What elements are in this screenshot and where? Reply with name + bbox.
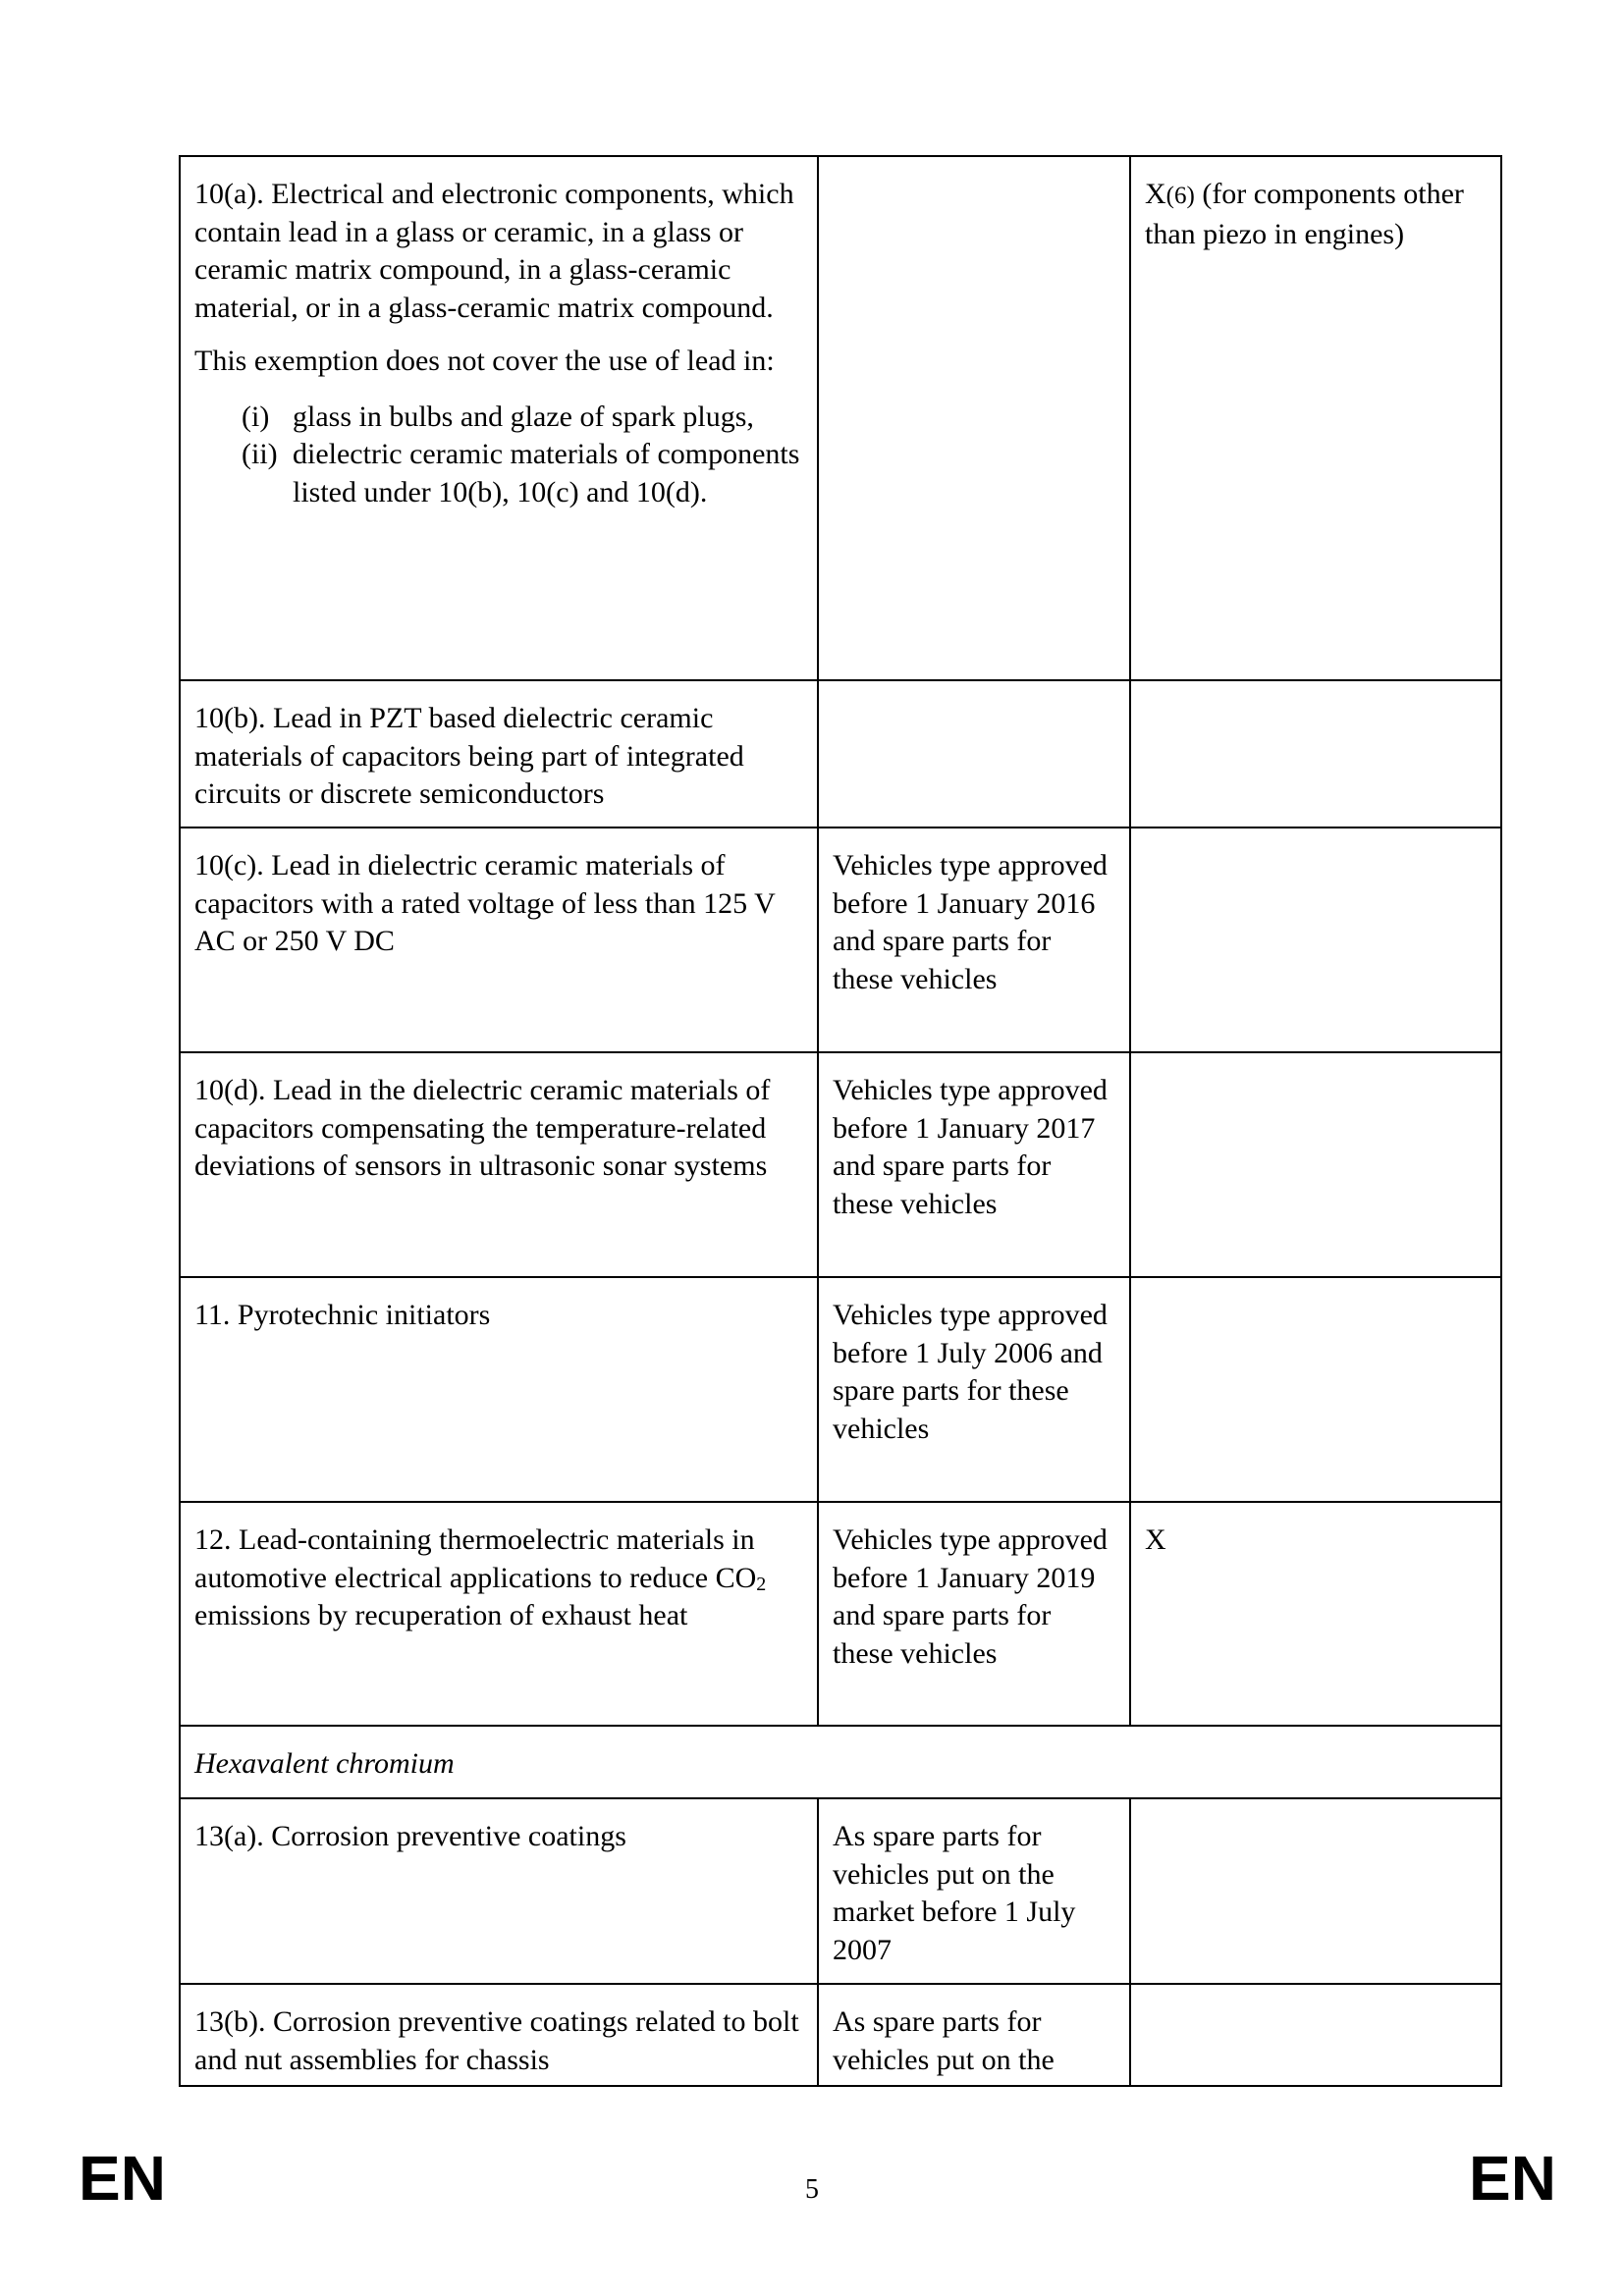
label-cell — [1130, 1052, 1501, 1277]
list-item-number: (ii) — [242, 438, 278, 470]
item-text: 10(a). Electrical and electronic components, which contain lead in a glass or ceramic, in a glass or ceramic matrix compound, in a glass-ceramic material, or in a glass-ceramic matrix compound. — [194, 178, 794, 324]
table-row — [180, 1052, 1501, 1277]
item-sublist — [242, 399, 805, 512]
item-cell: 10(c). Lead in dielectric ceramic materials of capacitors with a rated voltage of less than 125 V AC or 250 V DC — [180, 828, 818, 1052]
label-mark: X — [1145, 178, 1166, 210]
table-row — [180, 1277, 1501, 1502]
item-cell: 10(d). Lead in the dielectric ceramic materials of capacitors compensating the temperature-related deviations of sensors in ultrasonic sonar systems — [180, 1052, 818, 1277]
label-cell: X — [1130, 1502, 1501, 1726]
footnote-ref: (6) — [1165, 183, 1195, 209]
list-item-number: (i) — [242, 400, 270, 433]
exemptions-table — [179, 155, 1502, 2087]
table-row — [180, 680, 1501, 828]
label-cell — [1130, 156, 1501, 680]
scope-cell: As spare parts for vehicles put on the — [818, 1984, 1130, 2086]
language-code-right: EN — [1469, 2143, 1556, 2214]
item-note: This exemption does not cover the use of lead in: — [194, 345, 775, 377]
scope-cell: Vehicles type approved before 1 July 2006 and spare parts for these vehicles — [818, 1277, 1130, 1502]
item-cell — [180, 1502, 818, 1726]
list-item — [242, 399, 805, 437]
label-cell — [1130, 828, 1501, 1052]
scope-cell: Vehicles type approved before 1 January 2016 and spare parts for these vehicles — [818, 828, 1130, 1052]
subscript: 2 — [756, 1573, 767, 1595]
section-row — [180, 1726, 1501, 1798]
item-text-cont: emissions by recuperation of exhaust heat — [194, 1599, 688, 1631]
scope-cell — [818, 156, 1130, 680]
table-row — [180, 1984, 1501, 2086]
list-item-text: dielectric ceramic materials of components listed under 10(b), 10(c) and 10(d). — [293, 438, 800, 508]
label-text: (for components other than piezo in engines) — [1145, 178, 1464, 250]
table-row — [180, 156, 1501, 680]
list-item-text: glass in bulbs and glaze of spark plugs, — [293, 400, 754, 433]
label-cell — [1130, 1277, 1501, 1502]
scope-cell: Vehicles type approved before 1 January 2019 and spare parts for these vehicles — [818, 1502, 1130, 1726]
table-row — [180, 828, 1501, 1052]
page-number: 5 — [805, 2174, 819, 2205]
scope-cell: Vehicles type approved before 1 January 2017 and spare parts for these vehicles — [818, 1052, 1130, 1277]
label-cell — [1130, 680, 1501, 828]
scope-cell: As spare parts for vehicles put on the market before 1 July 2007 — [818, 1798, 1130, 1984]
item-cell — [180, 156, 818, 680]
table-row — [180, 1502, 1501, 1726]
item-cell: 10(b). Lead in PZT based dielectric ceramic materials of capacitors being part of integrated circuits or discrete semiconductors — [180, 680, 818, 828]
item-cell: 13(b). Corrosion preventive coatings related to bolt and nut assemblies for chassis — [180, 1984, 818, 2086]
label-cell — [1130, 1798, 1501, 1984]
item-cell: 13(a). Corrosion preventive coatings — [180, 1798, 818, 1984]
list-item — [242, 436, 805, 511]
label-cell — [1130, 1984, 1501, 2086]
table-row — [180, 1798, 1501, 1984]
item-text: 12. Lead-containing thermoelectric materials in automotive electrical applications to reduce CO — [194, 1523, 757, 1594]
item-cell: 11. Pyrotechnic initiators — [180, 1277, 818, 1502]
language-code-left: EN — [79, 2143, 166, 2214]
section-heading: Hexavalent chromium — [180, 1726, 1501, 1798]
scope-cell — [818, 680, 1130, 828]
